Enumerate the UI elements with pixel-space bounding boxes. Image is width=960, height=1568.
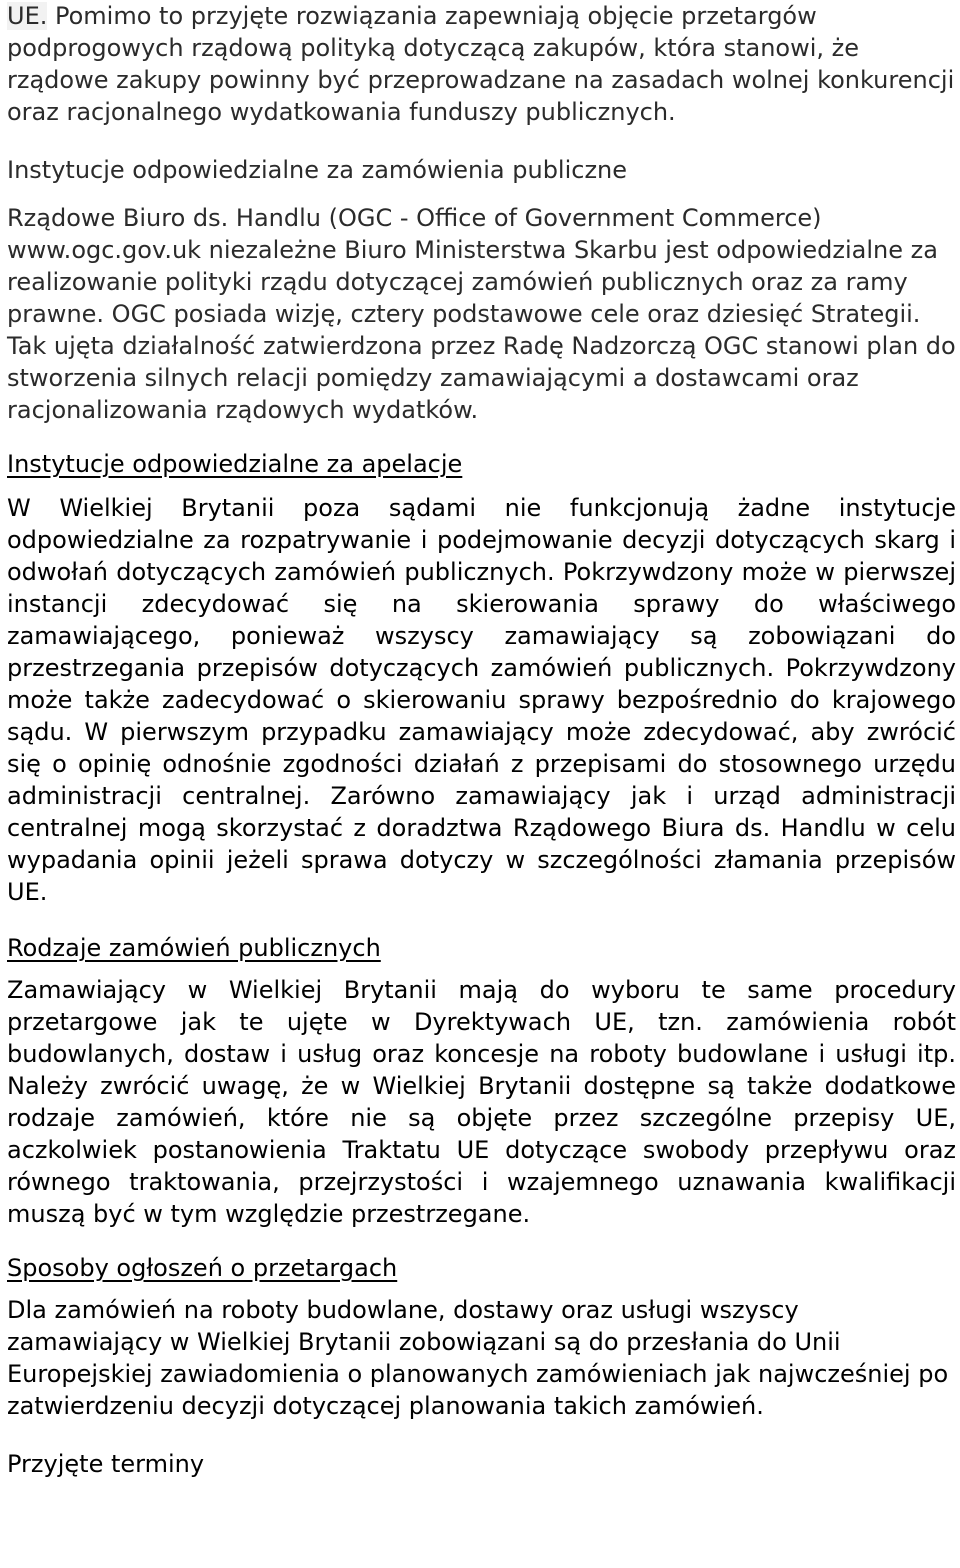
section-heading-institutions: Instytucje odpowiedzialne za zamówienia publiczne [7, 156, 628, 184]
intro-paragraph [7, 0, 956, 128]
section-body-procurement-types: Zamawiający w Wielkiej Brytanii mają do wyboru te same procedury przetargowe jak te ujęte w Dyrektywach UE, tzn. zamówienia robót budowlanych, dostaw i usług oraz koncesje na roboty budowlane i usługi itp. Należy zwrócić uwagę, że w Wielkiej Brytanii dostępne są także dodatkowe rodzaje zamówień, które nie są objęte przez szczególne przepisy UE, aczkolwiek postanowienia Traktatu UE dotyczące swobody przepływu oraz równego traktowania, przejrzystości i wzajemnego uznawania kwalifikacji muszą być w tym względzie przestrzegane. [7, 976, 956, 1228]
section-body-tender-notices: Dla zamówień na roboty budowlane, dostawy oraz usługi wszyscy zamawiający w Wielkiej Brytanii zobowiązani są do przesłania do Unii Europejskiej zawiadomienia o planowanych zamówieniach jak najwcześniej po zatwierdzeniu decyzji dotyczącej planowania takich zamówień. [7, 1296, 949, 1420]
section-heading-appeals: Instytucje odpowiedzialne za apelacje [7, 450, 463, 478]
section-heading-procurement-types: Rodzaje zamówień publicznych [7, 934, 381, 962]
section-body-appeals: W Wielkiej Brytanii poza sądami nie funkcjonują żadne instytucje odpowiedzialne za rozpatrywanie i podejmowanie decyzji dotyczących skarg i odwołań dotyczących zamówień publicznych. Pokrzywdzony może w pierwszej instancji zdecydować się na skierowania sprawy do właściwego zamawiającego, ponieważ wszyscy zamawiający są zobowiązani do przestrzegania przepisów dotyczących zamówień publicznych. Pokrzywdzony może także zadecydować o skierowaniu sprawy bezpośrednio do krajowego sądu. W pierwszym przypadku zamawiający może zdecydować, aby zwrócić się o opinię odnośnie zgodności działań z przepisami do stosownego urzędu administracji centralnej. Zarówno zamawiający jak i urząd administracji centralnej mogą skorzystać z doradztwa Rządowego Biura ds. Handlu w celu wypadania opinii jeżeli sprawa dotyczy w szczególności złamania przepisów UE. [7, 494, 956, 906]
intro-text: Pomimo to przyjęte rozwiązania zapewniają objęcie przetargów podprogowych rządową polityką dotyczącą zakupów, która stanowi, że rządowe zakupy powinny być przeprowadzane na zasadach wolnej konkurencji oraz racjonalnego wydatkowania funduszy publicznych. [7, 2, 955, 126]
section-heading-deadlines: Przyjęte terminy [7, 1450, 205, 1478]
section-body-institutions: Rządowe Biuro ds. Handlu (OGC - Office of Government Commerce) www.ogc.gov.uk niezależne Biuro Ministerstwa Skarbu jest odpowiedzialne za realizowanie polityki rządu dotyczącej zamówień publicznych oraz za ramy prawne. OGC posiada wizję, cztery podstawowe cele oraz dziesięć Strategii. Tak ujęta działalność zatwierdzona przez Radę Nadzorczą OGC stanowi plan do stworzenia silnych relacji pomiędzy zamawiającymi a dostawcami oraz racjonalizowania rządowych wydatków. [7, 204, 956, 424]
section-heading-tender-notices: Sposoby ogłoszeń o przetargach [7, 1254, 398, 1282]
intro-lead: UE. [7, 2, 48, 30]
